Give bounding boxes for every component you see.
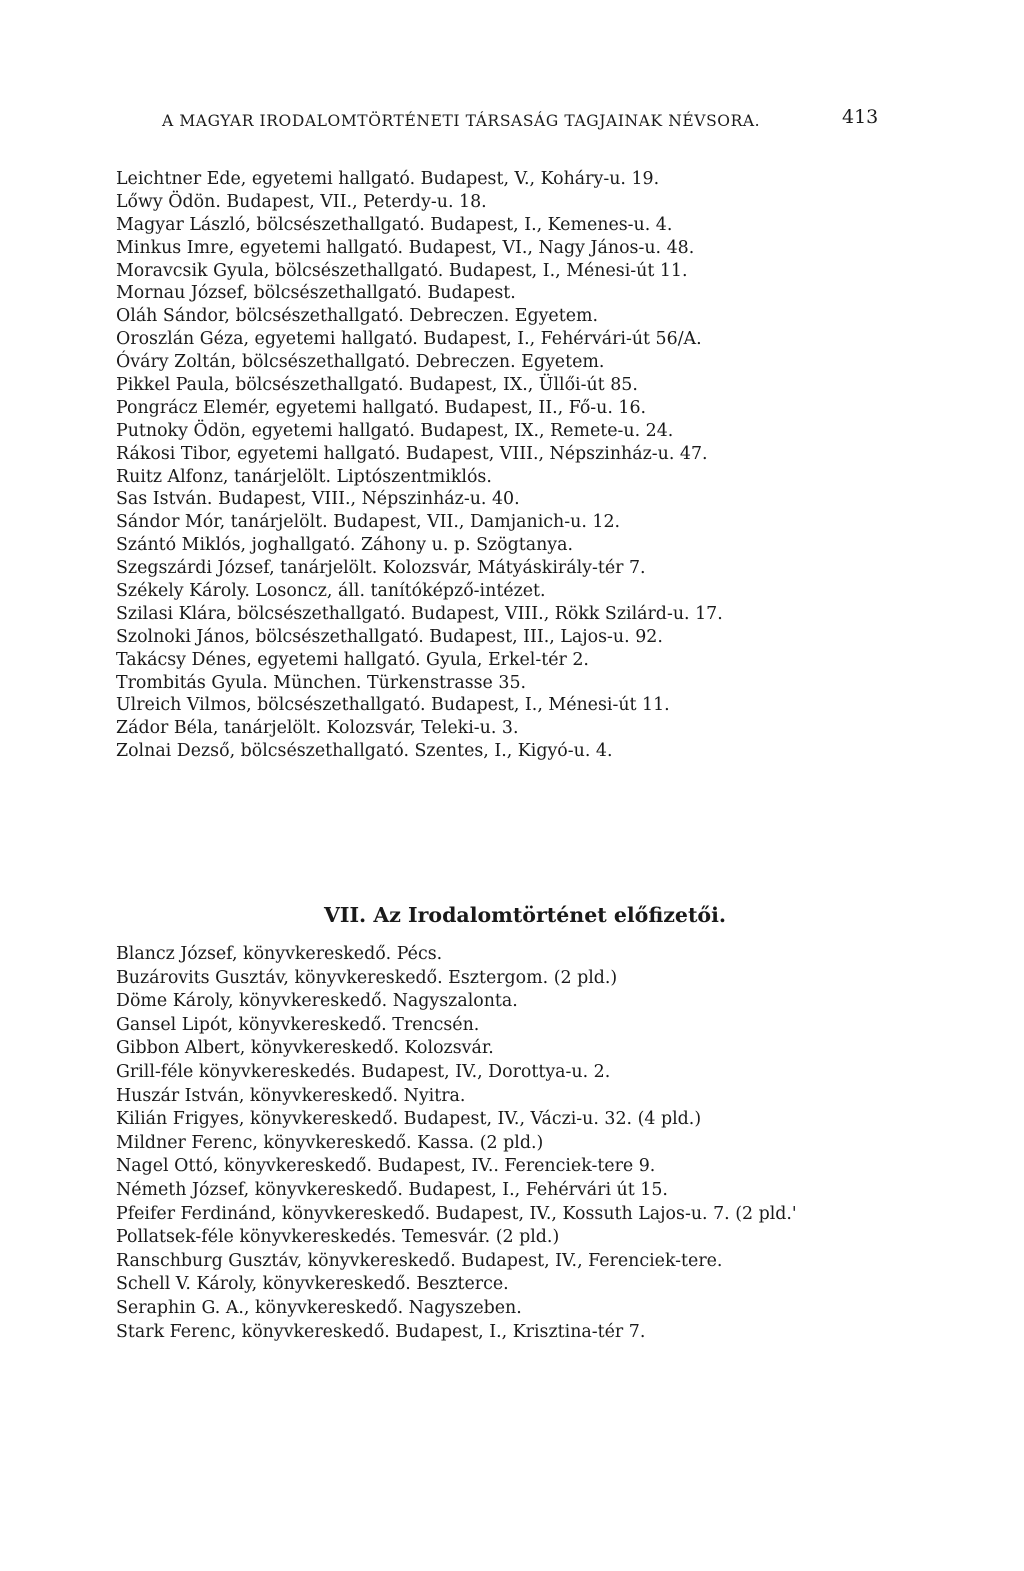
list-item: Mornau József, bölcsészethallgató. Budapest. (116, 283, 516, 304)
list-item: Gibbon Albert, könyvkereskedő. Kolozsvár. (116, 1038, 494, 1059)
list-item: Ruitz Alfonz, tanárjelölt. Liptószentmiklós. (116, 466, 492, 487)
list-item: Szántó Miklós, joghallgató. Záhony u. p. Szögtanya. (116, 535, 574, 556)
list-item: Putnoky Ödön, egyetemi hallgató. Budapest, IX., Remete-u. 24. (116, 420, 674, 441)
list-item: Gansel Lipót, könyvkereskedő. Trencsén. (116, 1014, 480, 1035)
list-item: Pollatsek-féle könyvkereskedés. Temesvár. (2 pld.) (116, 1227, 560, 1248)
list-item: Sándor Mór, tanárjelölt. Budapest, VII., Damjanich-u. 12. (116, 512, 621, 533)
section-heading: VII. Az Irodalomtörténet előfizetői. (323, 903, 727, 927)
list-item: Zádor Béla, tanárjelölt. Kolozsvár, Teleki-u. 3. (116, 718, 519, 739)
list-item: Moravcsik Gyula, bölcsészethallgató. Budapest, I., Ménesi-út 11. (116, 260, 688, 281)
list-item: Blancz József, könyvkereskedő. Pécs. (116, 944, 443, 964)
list-item: Németh József, könyvkereskedő. Budapest, I., Fehérvári út 15. (116, 1179, 668, 1200)
list-item: Oroszlán Géza, egyetemi hallgató. Budapest, I., Fehérvári-út 56/A. (116, 329, 702, 350)
list-item: Huszár István, könyvkereskedő. Nyitra. (116, 1085, 466, 1106)
list-item: Trombitás Gyula. München. Türkenstrasse 35. (116, 672, 527, 693)
list-item: Rákosi Tibor, egyetemi hallgató. Budapest, VIII., Népszinház-u. 47. (116, 443, 708, 464)
list-item: Pongrácz Elemér, egyetemi hallgató. Budapest, II., Fő-u. 16. (116, 397, 647, 418)
list-item: Grill-féle könyvkereskedés. Budapest, IV., Dorottya-u. 2. (116, 1061, 611, 1082)
list-item: Magyar László, bölcsészethallgató. Budapest, I., Kemenes-u. 4. (116, 214, 673, 235)
list-item: Ulreich Vilmos, bölcsészethallgató. Budapest, I., Ménesi-út 11. (116, 695, 670, 716)
list-item: Szilasi Klára, bölcsészethallgató. Budapest, VIII., Rökk Szilárd-u. 17. (116, 603, 723, 624)
list-item: Zolnai Dezső, bölcsészethallgató. Szentes, I., Kigyó-u. 4. (116, 741, 613, 762)
list-item: Minkus Imre, egyetemi hallgató. Budapest, VI., Nagy János-u. 48. (116, 237, 695, 258)
list-item: Döme Károly, könyvkereskedő. Nagyszalonta. (116, 991, 518, 1012)
list-item: Takácsy Dénes, egyetemi hallgató. Gyula, Erkel-tér 2. (116, 649, 589, 670)
list-item: Ranschburg Gusztáv, könyvkereskedő. Budapest, IV., Ferenciek-tere. (116, 1250, 723, 1271)
list-item: Pfeifer Ferdinánd, könyvkereskedő. Budapest, IV., Kossuth Lajos-u. 7. (2 pld.' (116, 1203, 797, 1224)
list-item: Mildner Ferenc, könyvkereskedő. Kassa. (2 pld.) (116, 1132, 544, 1153)
member-list (116, 168, 876, 763)
list-item: Székely Károly. Losoncz, áll. tanítóképző-intézet. (116, 581, 546, 602)
list-item: Sas István. Budapest, VIII., Népszinház-u. 40. (116, 489, 520, 510)
list-item: Seraphin G. A., könyvkereskedő. Nagyszeben. (116, 1297, 522, 1318)
list-item: Buzárovits Gusztáv, könyvkereskedő. Esztergom. (2 pld.) (116, 967, 618, 988)
list-item: Szegszárdi József, tanárjelölt. Kolozsvár, Mátyáskirály-tér 7. (116, 558, 646, 579)
list-item: Nagel Ottó, könyvkereskedő. Budapest, IV.. Ferenciek-tere 9. (116, 1156, 656, 1177)
list-item: Óváry Zoltán, bölcsészethallgató. Debreczen. Egyetem. (116, 352, 605, 373)
list-item: Pikkel Paula, bölcsészethallgató. Budapest, IX., Üllői-út 85. (116, 375, 638, 396)
subscriber-list (116, 943, 876, 1344)
list-item: Stark Ferenc, könyvkereskedő. Budapest, I., Krisztina-tér 7. (116, 1321, 646, 1342)
list-item: Oláh Sándor, bölcsészethallgató. Debreczen. Egyetem. (116, 306, 599, 327)
list-item: Leichtner Ede, egyetemi hallgató. Budapest, V., Koháry-u. 19. (116, 169, 660, 189)
list-item: Szolnoki János, bölcsészethallgató. Budapest, III., Lajos-u. 92. (116, 626, 663, 647)
list-item: Lőwy Ödön. Budapest, VII., Peterdy-u. 18. (116, 191, 487, 212)
running-title: A MAGYAR IRODALOMTÖRTÉNETI TÁRSASÁG TAGJAINAK NÉVSORA. (162, 112, 761, 130)
list-item: Kilián Frigyes, könyvkereskedő. Budapest, IV., Váczi-u. 32. (4 pld.) (116, 1109, 702, 1130)
page-number: 413 (842, 106, 879, 128)
list-item: Schell V. Károly, könyvkereskedő. Beszterce. (116, 1274, 509, 1295)
